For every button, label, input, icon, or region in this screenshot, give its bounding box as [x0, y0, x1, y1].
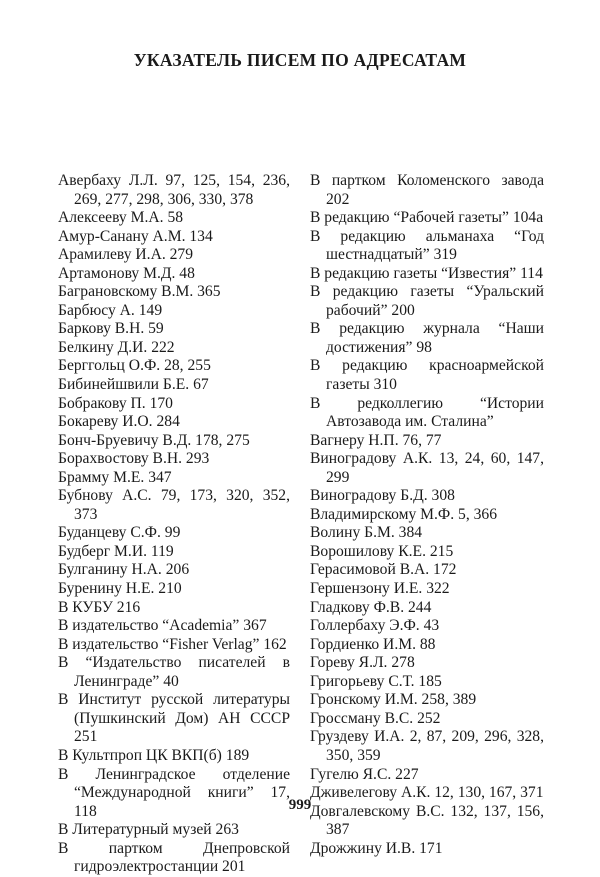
index-entry: В партком Днепровской гидроэлектростанции 201 [58, 839, 290, 876]
index-entry: Гордиенко И.М. 88 [310, 635, 436, 653]
index-entry: Довгалевскому В.С. 132, 137, 156, 387 [310, 802, 544, 839]
index-entry: Артамонову М.Д. 48 [58, 264, 195, 282]
page-number: 999 [288, 797, 312, 813]
index-entry: Вагнеру Н.П. 76, 77 [310, 431, 442, 449]
index-entry: Владимирскому М.Ф. 5, 366 [310, 505, 498, 523]
index-entry: Брамму М.Е. 347 [58, 468, 172, 486]
index-entry: Гладкову Ф.В. 244 [310, 598, 432, 616]
index-entry: Будберг М.И. 119 [58, 542, 174, 560]
index-entry: Барбюсу А. 149 [58, 301, 163, 319]
index-entry: Бонч-Бруевичу В.Д. 178, 275 [58, 431, 250, 449]
index-entry: Дживелегову А.К. 12, 130, 167, 371 [310, 784, 544, 802]
index-entry: В Ленинградское отделение “Международной книги” 17, 118 [58, 765, 290, 820]
page-title: УКАЗАТЕЛЬ ПИСЕМ ПО АДРЕСАТАМ [133, 50, 467, 70]
index-entry: Дрожжину И.В. 171 [310, 839, 443, 857]
index-entry: В партком Коломенского завода 202 [310, 172, 544, 208]
index-entry: Герасимовой В.А. 172 [310, 561, 457, 579]
index-entry: В редакцию газеты “Уральский рабочий” 200 [310, 283, 544, 319]
index-entry: Буренину Н.Е. 210 [58, 580, 182, 598]
index-column-right [310, 172, 544, 858]
index-entry: В издательство “Academia” 367 [58, 617, 267, 635]
index-entry: В редакцию альманаха “Год шестнадцатый” 319 [310, 227, 544, 264]
index-entry: В редакцию красноармейской газеты 310 [310, 357, 544, 394]
index-entry: Бобракову П. 170 [58, 394, 173, 412]
index-entry: Белкину Д.И. 222 [58, 338, 175, 356]
index-entry: Амур-Санану А.М. 134 [58, 227, 213, 245]
index-entry: В Литературный музей 263 [58, 821, 239, 839]
index-entry: Гронскому И.М. 258, 389 [310, 691, 477, 709]
index-entry: В КУБУ 216 [58, 598, 141, 616]
index-entry: Алексееву М.А. 58 [58, 209, 184, 227]
index-entry: Виноградову А.К. 13, 24, 60, 147, 299 [310, 450, 544, 486]
index-entry: Бокареву И.О. 284 [58, 413, 180, 431]
index-entry: Волину Б.М. 384 [310, 524, 423, 542]
index-entry: В Культпроп ЦК ВКП(б) 189 [58, 746, 250, 764]
index-entry: В “Издательство писателей в Ленинграде” 40 [58, 654, 290, 690]
index-entry: В редакцию журнала “Наши достижения” 98 [310, 320, 544, 356]
index-entry: Груздеву И.А. 2, 87, 209, 296, 328, 350, 359 [310, 728, 544, 764]
index-entry: В Институт русской литературы (Пушкинский Дом) АН СССР 251 [58, 691, 290, 746]
index-column-left [58, 172, 290, 877]
index-entry: Ворошилову К.Е. 215 [310, 542, 454, 560]
index-entry: Булганину Н.А. 206 [58, 561, 190, 579]
index-entry: Григорьеву С.Т. 185 [310, 672, 442, 690]
index-entry: Бибинейшвили Б.Е. 67 [58, 376, 209, 394]
index-entry: Баграновскому В.М. 365 [58, 283, 221, 301]
index-entry: Авербаху Л.Л. 97, 125, 154, 236, 269, 277, 298, 306, 330, 378 [58, 172, 290, 208]
index-entry: Буданцеву С.Ф. 99 [58, 524, 181, 542]
index-entry: В редакцию газеты “Известия” 114 [310, 264, 543, 282]
index-entry: В издательство “Fisher Verlag” 162 [58, 635, 287, 653]
index-entry: Гореву Я.Л. 278 [310, 654, 415, 672]
index-entry: Берггольц О.Ф. 28, 255 [58, 357, 211, 375]
index-entry: Виноградову Б.Д. 308 [310, 487, 455, 505]
index-entry: В редакцию “Рабочей газеты” 104а [310, 209, 544, 227]
index-entry: Баркову В.Н. 59 [58, 320, 164, 338]
index-entry: Бубнову А.С. 79, 173, 320, 352, 373 [58, 487, 290, 523]
index-entry: В редколлегию “Истории Автозавода им. Сталина” [310, 394, 544, 431]
index-entry: Гершензону И.Е. 322 [310, 580, 450, 598]
index-entry: Гроссману В.С. 252 [310, 709, 441, 727]
index-entry: Голлербаху Э.Ф. 43 [310, 617, 440, 635]
index-entry: Гугелю Я.С. 227 [310, 765, 419, 783]
index-entry: Арамилеву И.А. 279 [58, 246, 194, 264]
index-entry: Борахвостову В.Н. 293 [58, 450, 210, 468]
